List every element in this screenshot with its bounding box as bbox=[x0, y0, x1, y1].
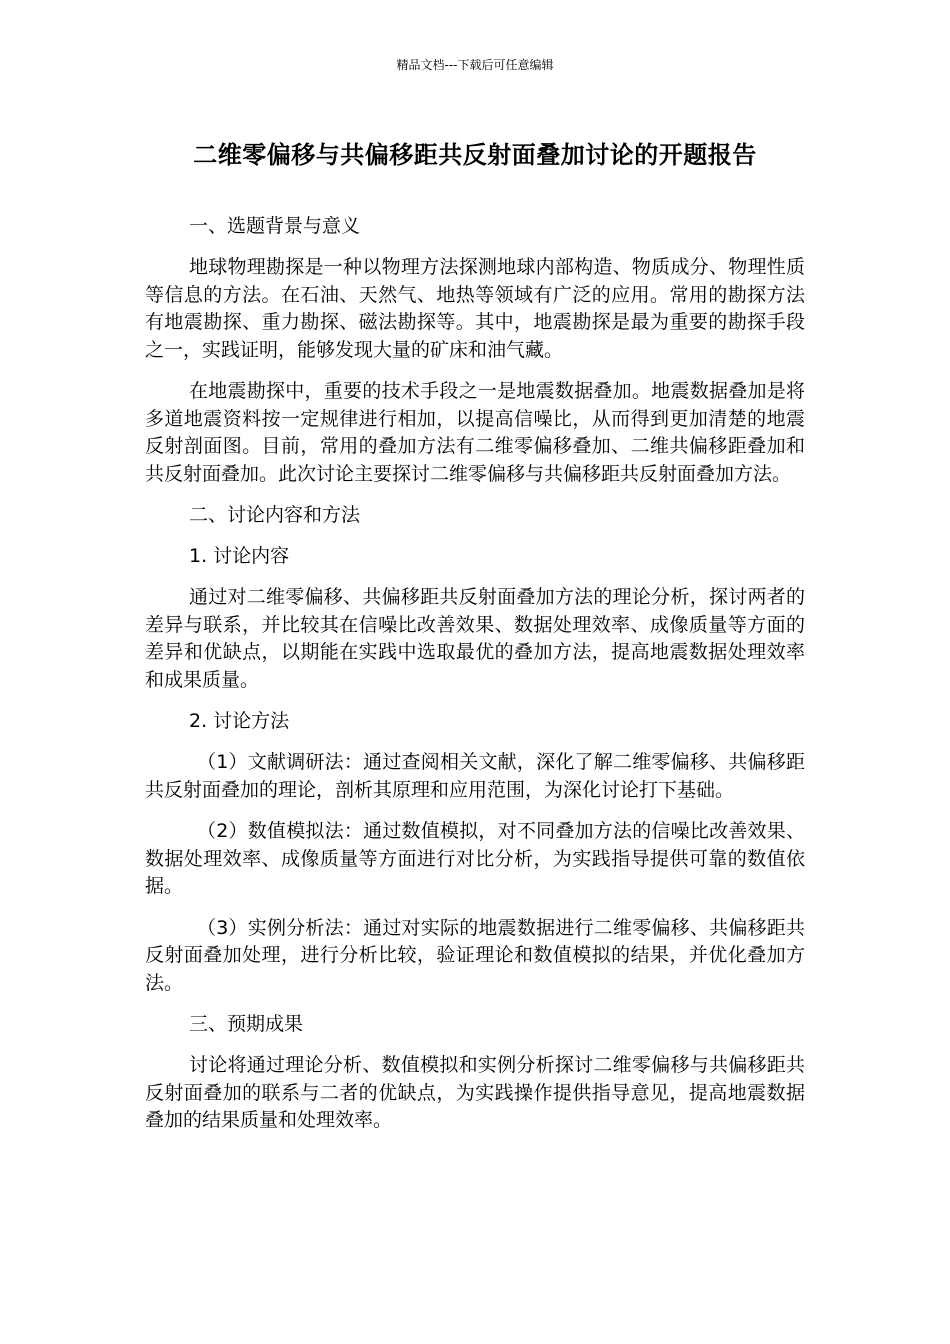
paragraph-background-2: 在地震勘探中，重要的技术手段之一是地震数据叠加。地震数据叠加是将多道地震资料按一定规律进行相加，以提高信噪比，从而得到更加清楚的地震反射剖面图。目前，常用的叠加方法有二维零偏移叠加、二维共偏移距叠加和共反射面叠加。此次讨论主要探讨二维零偏移与共偏移距共反射面叠加方法。 bbox=[145, 380, 805, 485]
paragraph-expected-results: 讨论将通过理论分析、数值模拟和实例分析探讨二维零偏移与共偏移距共反射面叠加的联系与二者的优缺点，为实践操作提供指导意见，提高地震数据叠加的结果质量和处理效率。 bbox=[145, 1054, 805, 1131]
paragraph-method-case-study: （3）实例分析法：通过对实际的地震数据进行二维零偏移、共偏移距共反射面叠加处理，进行分析比较，验证理论和数值模拟的结果，并优化叠加方法。 bbox=[145, 916, 805, 994]
section-heading-content-methods: 二、讨论内容和方法 bbox=[189, 504, 361, 526]
paragraph-background-1: 地球物理勘探是一种以物理方法探测地球内部构造、物质成分、物理性质等信息的方法。在石油、天然气、地热等领域有广泛的应用。常用的勘探方法有地震勘探、重力勘探、磁法勘探等。其中，地震勘探是最为重要的勘探手段之一，实践证明，能够发现大量的矿床和油气藏。 bbox=[145, 256, 805, 361]
subheading-content: 1. 讨论内容 bbox=[189, 545, 290, 567]
subheading-methods: 2. 讨论方法 bbox=[189, 710, 290, 732]
document-body bbox=[145, 213, 805, 1135]
paragraph-content: 通过对二维零偏移、共偏移距共反射面叠加方法的理论分析，探讨两者的差异与联系，并比较其在信噪比改善效果、数据处理效率、成像质量等方面的差异和优缺点，以期能在实践中选取最优的叠加方法，提高地震数据处理效率和成果质量。 bbox=[145, 586, 805, 691]
header-note: 精品文档---下载后可任意编辑 bbox=[396, 58, 554, 72]
paragraph-method-simulation: （2）数值模拟法：通过数值模拟，对不同叠加方法的信噪比改善效果、数据处理效率、成像质量等方面进行对比分析，为实践指导提供可靠的数值依据。 bbox=[145, 820, 805, 897]
paragraph-method-literature: （1）文献调研法：通过查阅相关文献，深化了解二维零偏移、共偏移距共反射面叠加的理论，剖析其原理和应用范围，为深化讨论打下基础。 bbox=[145, 751, 805, 801]
section-heading-expected-results: 三、预期成果 bbox=[189, 1013, 304, 1035]
section-heading-background: 一、选题背景与意义 bbox=[189, 215, 361, 237]
document-title: 二维零偏移与共偏移距共反射面叠加讨论的开题报告 bbox=[193, 141, 757, 169]
